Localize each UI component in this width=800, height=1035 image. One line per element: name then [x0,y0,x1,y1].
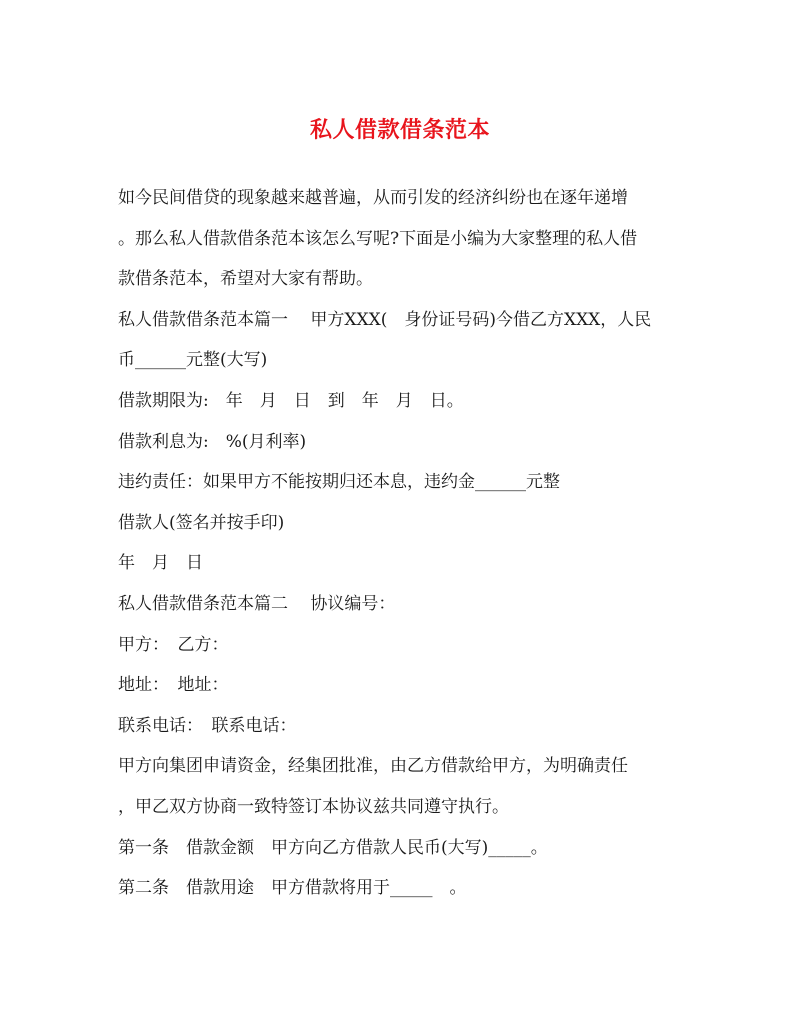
interest-line: 借款利息为: %(月利率) [118,431,307,452]
sample-one-heading: 私人借款借条范本篇一 甲方XXX( 身份证号码)今借乙方XXX，人民 [118,309,652,330]
borrower-signature-line: 借款人(签名并按手印) [118,512,285,533]
address-line: 地址： 地址： [118,675,229,696]
sample-one-amount: 币______元整(大写) [118,350,268,371]
purpose-paragraph-line-2: ，甲乙双方协商一致特签订本协议兹共同遵守执行。 [118,796,509,817]
breach-liability-line: 违约责任：如果甲方不能按期归还本息，违约金______元整 [118,472,560,493]
sample-two-heading: 私人借款借条范本篇二 协议编号： [118,593,396,614]
document-body [118,184,690,915]
parties-line: 甲方： 乙方： [118,634,229,655]
intro-line-2: 。那么私人借款借条范本该怎么写呢?下面是小编为大家整理的私人借 [118,228,638,249]
date-line: 年 月 日 [118,553,203,574]
purpose-paragraph-line-1: 甲方向集团申请资金，经集团批准，由乙方借款给甲方，为明确责任 [118,756,628,777]
document-title: 私人借款借条范本 [309,117,490,143]
intro-line-3: 款借条范本，希望对大家有帮助。 [118,269,373,290]
intro-line-1: 如今民间借贷的现象越来越普遍，从而引发的经济纠纷也在逐年递增 [118,188,628,208]
article-one-line: 第一条 借款金额 甲方向乙方借款人民币(大写)_____。 [118,837,548,858]
loan-term-line: 借款期限为: 年 月 日 到 年 月 日。 [118,390,464,411]
article-two-line: 第二条 借款用途 甲方借款将用于_____ 。 [118,878,467,899]
phone-line: 联系电话： 联系电话： [118,715,297,736]
